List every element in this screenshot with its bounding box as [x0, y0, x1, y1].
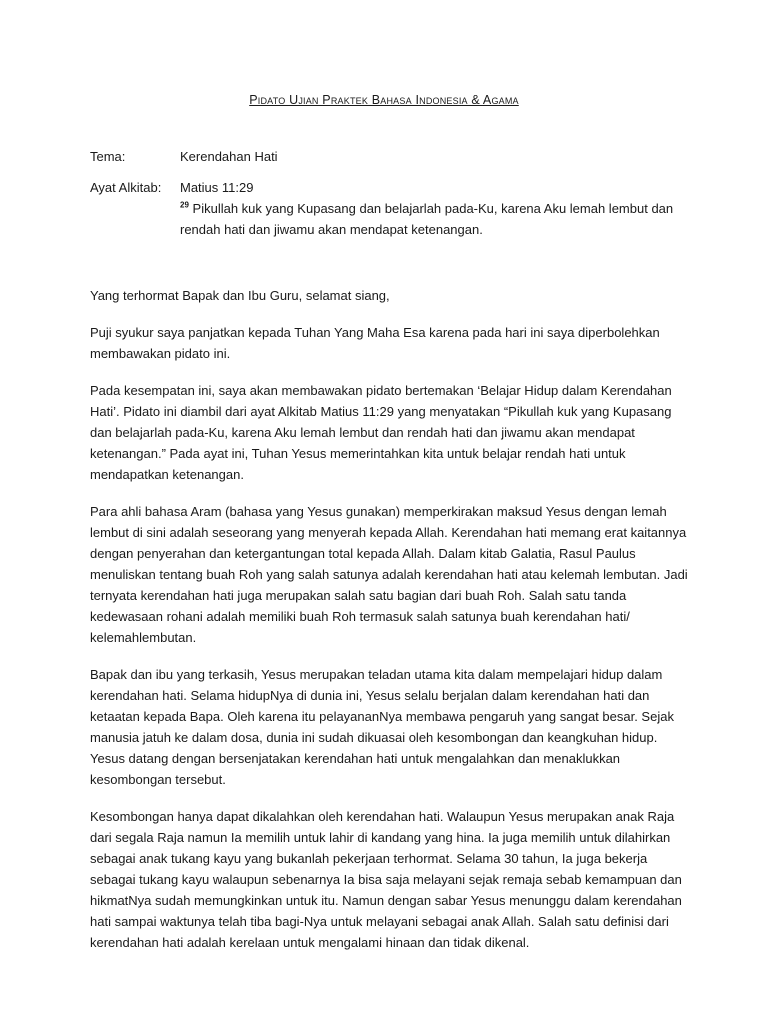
ayat-reference: Matius 11:29 — [180, 180, 254, 195]
verse-text: Pikullah kuk yang Kupasang dan belajarlah pada-Ku, karena Aku lemah lembut dan rendah hati dan jiwamu akan mendapat ketenangan. — [180, 201, 674, 237]
paragraph-greeting: Yang terhormat Bapak dan Ibu Guru, selamat siang, — [90, 288, 390, 303]
document-title: Pidato Ujian Praktek Bahasa Indonesia & Agama — [249, 93, 519, 107]
paragraph-kesombongan: Kesombongan hanya dapat dikalahkan oleh kerendahan hati. Walaupun Yesus merupakan anak Raja dari segala Raja namun Ia memilih untuk lahir di kandang yang hina. Ia juga memilih untuk dilahirkan sebagai anak tukang kayu yang bukanlah pekerjaan terhormat. Selama 30 tahun, Ia juga bekerja sebagai tukang kayu walaupun sebenarnya Ia bisa saja melayani sejak remaja sebab kemampuan dan hikmatNya sudah memungkinkan untuk itu. Namun dengan sabar Yesus menunggu dalam kerendahan hati sampai waktunya telah tiba bagi-Nya untuk melayani sebagai anak Allah. Salah satu definisi dari kerendahan hati adalah kerelaan untuk mengalami hinaan dan tidak dikenal. — [90, 809, 682, 950]
tema-value: Kerendahan Hati — [180, 149, 278, 164]
verse-number: 29 — [180, 200, 189, 210]
tema-label: Tema: — [90, 149, 126, 164]
speech-body — [90, 285, 690, 969]
paragraph-gratitude: Puji syukur saya panjatkan kepada Tuhan Yang Maha Esa karena pada hari ini saya diperbolehkan membawakan pidato ini. — [90, 325, 660, 361]
paragraph-teladan: Bapak dan ibu yang terkasih, Yesus merupakan teladan utama kita dalam mempelajari hidup dalam kerendahan hati. Selama hidupNya di dunia ini, Yesus selalu berjalan dalam kerendahan hati dan ketaatan kepada Bapa. Oleh karena itu pelayananNya membawa pengaruh yang sangat besar. Sejak manusia jatuh ke dalam dosa, dunia ini sudah dikuasai oleh kesombongan dan keangkuhan hidup. Yesus datang dengan bersenjatakan kerendahan hati untuk mengalahkan dan menaklukkan kesombongan tersebut. — [90, 667, 674, 787]
paragraph-aram: Para ahli bahasa Aram (bahasa yang Yesus gunakan) memperkirakan maksud Yesus dengan lemah lembut di sini adalah seseorang yang menyerah kepada Allah. Kerendahan hati memang erat kaitannya dengan penyerahan dan ketergantungan total kepada Allah. Dalam kitab Galatia, Rasul Paulus menuliskan tentang buah Roh yang salah satunya adalah kerendahan hati atau kelemah lembutan. Jadi ternyata kerendahan hati juga merupakan salah satu bagian dari buah Roh. Salah satu tanda kedewasaan rohani adalah memiliki buah Roh termasuk salah satunya buah kerendahan hati/ kelemahlembutan. — [90, 504, 688, 645]
verse-quote — [180, 198, 680, 240]
paragraph-theme: Pada kesempatan ini, saya akan membawakan pidato bertemakan ‘Belajar Hidup dalam Kerendahan Hati’. Pidato ini diambil dari ayat Alkitab Matius 11:29 yang menyatakan “Pikullah kuk yang Kupasang dan belajarlah pada-Ku, karena Aku lemah lembut dan rendah hati dan jiwamu akan mendapat ketenangan.” Pada ayat ini, Tuhan Yesus memerintahkan kita untuk belajar rendah hati untuk mendapatkan ketenangan. — [90, 383, 672, 482]
ayat-label: Ayat Alkitab: — [90, 180, 162, 195]
